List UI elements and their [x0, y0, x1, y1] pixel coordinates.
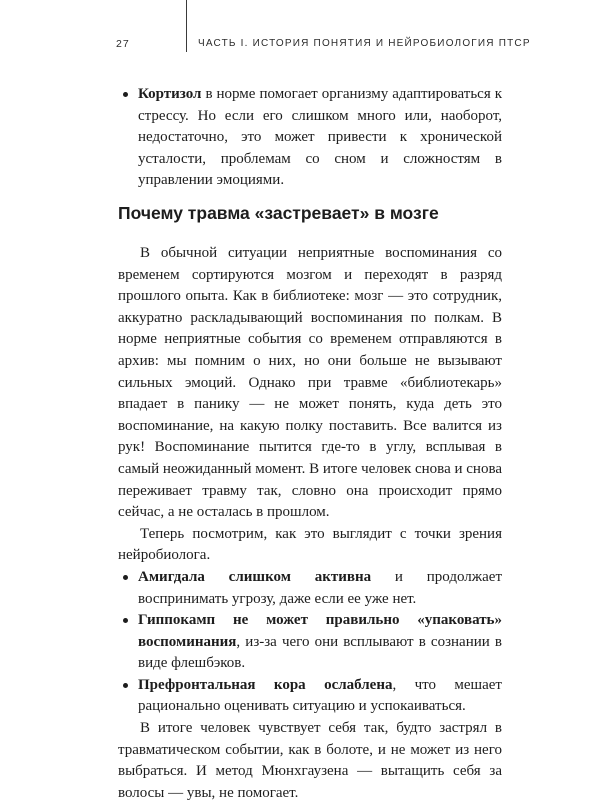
- bullet-text: и продолжает воспринимать угрозу, даже если ее уже нет.: [138, 568, 503, 607]
- paragraph: В обычной ситуации неприятные воспоминания со временем сортируются мозгом и переходят в разряд прошлого опыта. Как в библиотеке: мозг — это сотрудник, аккуратно раскладывающий воспоминания по полкам. В норме неприятные события со временем отправляются в архив: мы помним о них, но они больше не вызывают сильных эмоций. Однако при травме «библиотекарь» впадает в панику — не может понять, куда деть это воспоминание, на какую полку поставить. Все валится из рук! Воспоминание пытится где-то в углу, всплывая в самый неожиданный момент. В итоге человек снова и снова переживает травму так, словно она происходит прямо сейчас, а не осталась в прошлом.: [118, 245, 502, 521]
- paragraph: Теперь посмотрим, как это выглядит с точки зрения нейробиолога.: [118, 525, 502, 564]
- top-bullet-block: [118, 84, 502, 192]
- header-divider: [186, 0, 187, 52]
- section-heading: Почему травма «застревает» в мозге: [118, 203, 439, 223]
- bullet-term: Амигдала слишком активна: [138, 568, 372, 585]
- bullet-text: , что мешает рационально оценивать ситуацию и успокаиваться.: [138, 676, 502, 715]
- running-title: ЧАСТЬ I. ИСТОРИЯ ПОНЯТИЯ И НЕЙРОБИОЛОГИЯ ПТСР: [198, 38, 531, 49]
- bullet-text: , из-за чего они всплывают в сознании в виде флешбэков.: [138, 633, 502, 672]
- list-item: [118, 84, 502, 192]
- list-item: [118, 567, 502, 610]
- bullet-term: Кортизол: [138, 86, 202, 102]
- section-body: [118, 243, 502, 804]
- bullet-list: [118, 567, 502, 718]
- bullet-term: Префронтальная кора ослаблена: [138, 676, 393, 693]
- page-number: 27: [116, 38, 130, 50]
- bullet-term: Гиппокамп не может правильно «упаковать» воспоминания: [138, 612, 502, 650]
- list-item: [118, 610, 502, 675]
- list-item: [118, 675, 502, 718]
- paragraph: В итоге человек чувствует себя так, будто застрял в травматическом событии, как в болоте, и не может из него выбраться. И метод Мюнхгаузена — вытащить себя за волосы — увы, не помогает.: [118, 720, 502, 801]
- top-bullet-list: [118, 84, 502, 192]
- bullet-text: в норме помогает организму адаптироваться к стрессу. Но если его слишком много или, наоборот, недостаточно, это может привести к хронической усталости, проблемам со сном и сложностям в управлении эмоциями.: [138, 86, 502, 189]
